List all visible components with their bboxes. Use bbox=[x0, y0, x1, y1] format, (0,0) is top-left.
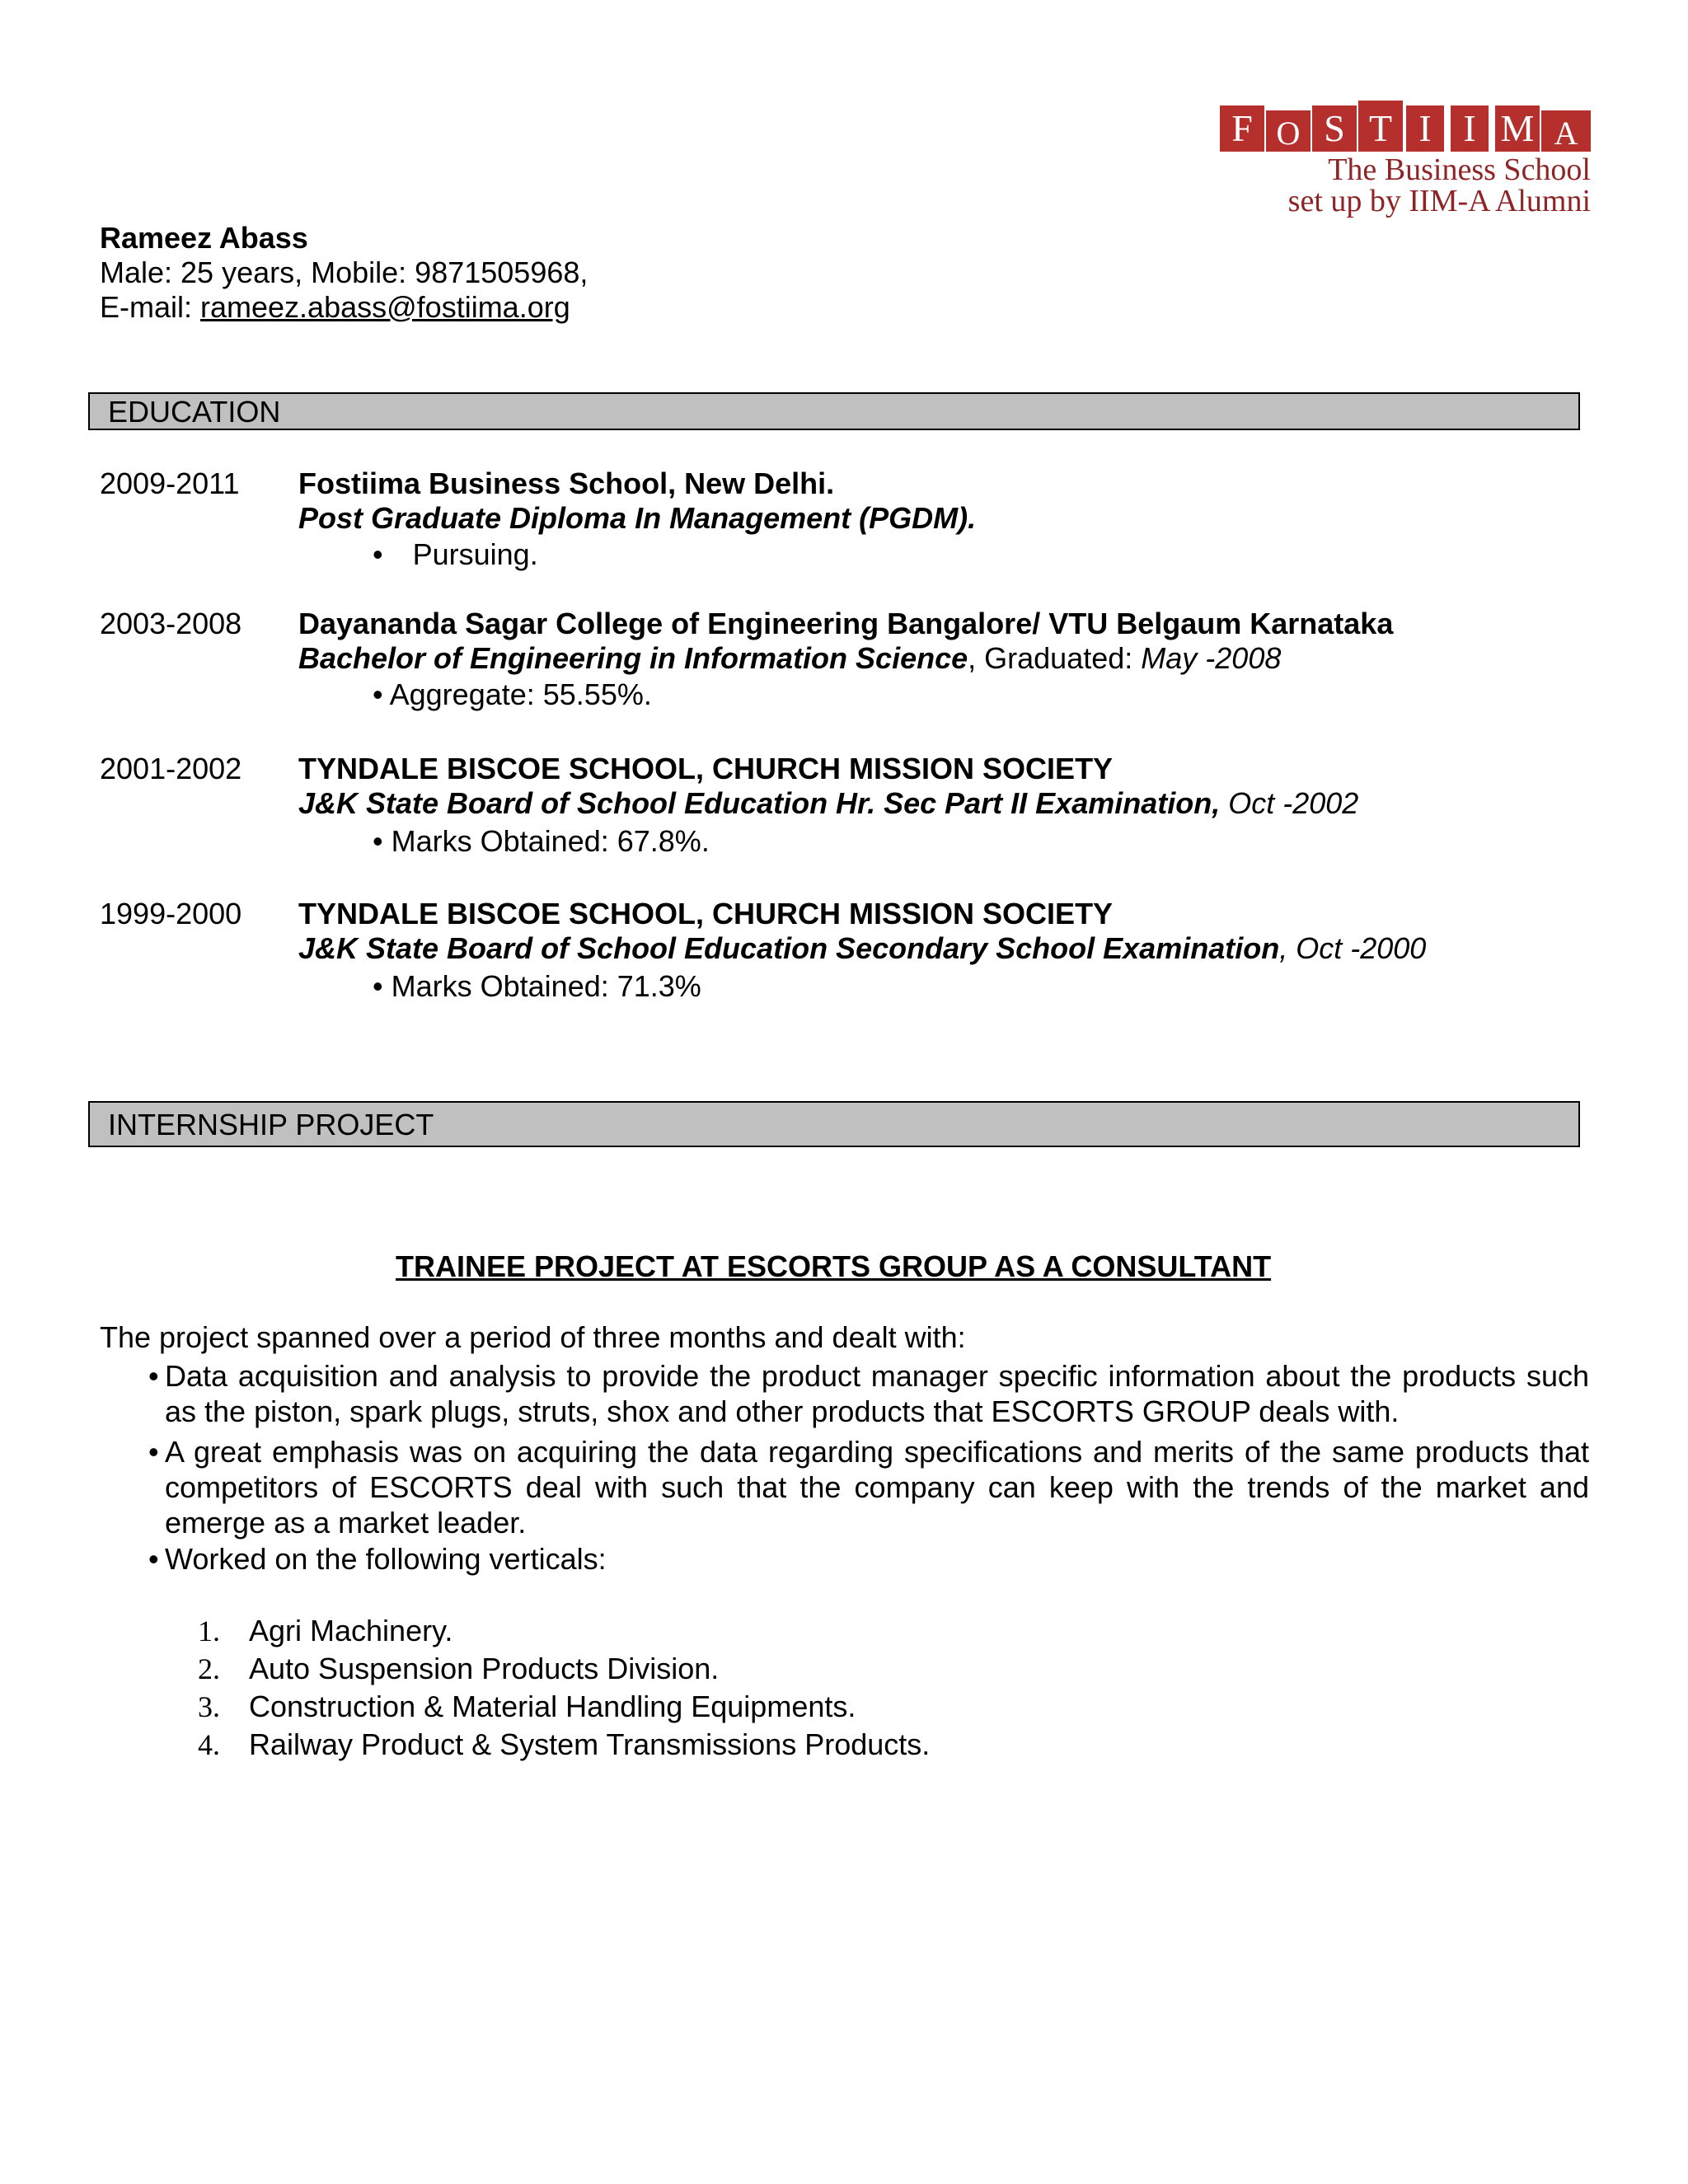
vertical-item bbox=[198, 1690, 856, 1724]
edu-degree-extra: (PGDM). bbox=[851, 501, 977, 535]
project-point bbox=[148, 1434, 1589, 1540]
bullet-icon: • bbox=[373, 537, 383, 571]
edu-years: 2009-2011 bbox=[100, 466, 240, 500]
bullet-icon: • bbox=[148, 1359, 159, 1393]
vertical-number: 1. bbox=[198, 1615, 220, 1647]
edu-bullet-item bbox=[373, 969, 701, 1004]
logo-letter: I bbox=[1451, 105, 1489, 152]
bullet-icon: • bbox=[148, 1542, 159, 1576]
logo-letter: S bbox=[1312, 105, 1357, 152]
project-intro: The project spanned over a period of three months and dealt with: bbox=[100, 1320, 966, 1354]
internship-heading: INTERNSHIP PROJECT bbox=[88, 1101, 1580, 1147]
edu-years: 2003-2008 bbox=[100, 607, 242, 640]
candidate-name: Rameez Abass bbox=[100, 221, 308, 255]
candidate-details: Male: 25 years, Mobile: 9871505968, bbox=[100, 255, 588, 289]
logo-letter: I bbox=[1406, 105, 1444, 152]
vertical-text: Agri Machinery. bbox=[249, 1614, 453, 1647]
edu-bullet-item bbox=[373, 677, 652, 712]
edu-years: 1999-2000 bbox=[100, 897, 242, 930]
education-heading: EDUCATION bbox=[88, 392, 1580, 430]
fostiima-logo bbox=[1220, 105, 1591, 221]
edu-degree-date: , Oct -2000 bbox=[1279, 931, 1427, 965]
edu-degree-name: J&K State Board of School Education Hr. Sec Part II Examination, bbox=[298, 786, 1221, 820]
edu-institution: TYNDALE BISCOE SCHOOL, CHURCH MISSION SOCIETY bbox=[298, 897, 1114, 930]
project-title: TRAINEE PROJECT AT ESCORTS GROUP AS A CONSULTANT bbox=[396, 1249, 1272, 1283]
bullet-icon: • bbox=[373, 969, 383, 1003]
edu-degree-date: Oct -2002 bbox=[1220, 786, 1359, 820]
edu-degree-name: J&K State Board of School Education Secondary School Examination bbox=[298, 931, 1280, 965]
logo-letter: F bbox=[1220, 105, 1264, 152]
email-line bbox=[100, 290, 570, 325]
vertical-number: 3. bbox=[198, 1690, 220, 1723]
edu-degree-name: Post Graduate Diploma In Management bbox=[298, 501, 851, 535]
logo-letter: O bbox=[1266, 110, 1311, 152]
email-label: E-mail: bbox=[100, 290, 201, 324]
project-point-text: Worked on the following verticals: bbox=[165, 1542, 607, 1576]
edu-institution: TYNDALE BISCOE SCHOOL, CHURCH MISSION SOCIETY bbox=[298, 752, 1114, 785]
logo-tagline-2: set up by IIM-A Alumni bbox=[1287, 184, 1591, 218]
edu-bullet-item bbox=[373, 537, 538, 572]
edu-bullet-text: Pursuing. bbox=[412, 537, 538, 571]
email-link[interactable]: rameez.abass@fostiima.org bbox=[200, 290, 570, 324]
logo-letter: A bbox=[1541, 110, 1591, 152]
logo-letters bbox=[1220, 105, 1591, 155]
edu-bullet-text: Aggregate: 55.55%. bbox=[389, 677, 652, 711]
edu-bullet-text: Marks Obtained: 67.8%. bbox=[391, 824, 710, 858]
edu-institution: Fostiima Business School, New Delhi. bbox=[298, 466, 835, 500]
project-point bbox=[148, 1358, 1589, 1429]
project-point bbox=[148, 1541, 1589, 1577]
project-point-text: A great emphasis was on acquiring the data regarding specifications and merits of the same products that competitors of ESCORTS deal with such that the company can keep with the trends of the market and emerge as a market leader. bbox=[165, 1435, 1589, 1540]
edu-degree-date: May -2008 bbox=[1141, 641, 1282, 675]
edu-degree-mid: , Graduated: bbox=[968, 641, 1142, 675]
logo-tagline-1: The Business School bbox=[1328, 152, 1591, 187]
vertical-item bbox=[198, 1727, 930, 1762]
edu-degree bbox=[298, 501, 976, 536]
vertical-text: Railway Product & System Transmissions Products. bbox=[249, 1727, 931, 1761]
vertical-number: 4. bbox=[198, 1728, 220, 1761]
edu-degree bbox=[298, 786, 1358, 821]
project-point-text: Data acquisition and analysis to provide the product manager specific information about the products such as the piston, spark plugs, struts, shox and other products that ESCORTS GROUP deals with. bbox=[165, 1359, 1589, 1428]
logo-letter: M bbox=[1495, 105, 1540, 152]
edu-degree-name: Bachelor of Engineering in Information Science bbox=[298, 641, 968, 675]
logo-letter: T bbox=[1358, 101, 1403, 152]
edu-degree bbox=[298, 641, 1281, 676]
edu-institution: Dayananda Sagar College of Engineering Bangalore/ VTU Belgaum Karnataka bbox=[298, 607, 1394, 640]
vertical-item bbox=[198, 1652, 719, 1686]
vertical-text: Auto Suspension Products Division. bbox=[249, 1652, 720, 1685]
edu-degree bbox=[298, 931, 1426, 966]
edu-bullet-text: Marks Obtained: 71.3% bbox=[391, 969, 701, 1003]
bullet-icon: • bbox=[373, 677, 383, 711]
edu-bullet-item bbox=[373, 824, 710, 859]
vertical-item bbox=[198, 1614, 452, 1648]
vertical-number: 2. bbox=[198, 1652, 220, 1685]
bullet-icon: • bbox=[148, 1435, 159, 1469]
edu-years: 2001-2002 bbox=[100, 752, 242, 785]
bullet-icon: • bbox=[373, 824, 383, 858]
vertical-text: Construction & Material Handling Equipments. bbox=[249, 1690, 856, 1723]
